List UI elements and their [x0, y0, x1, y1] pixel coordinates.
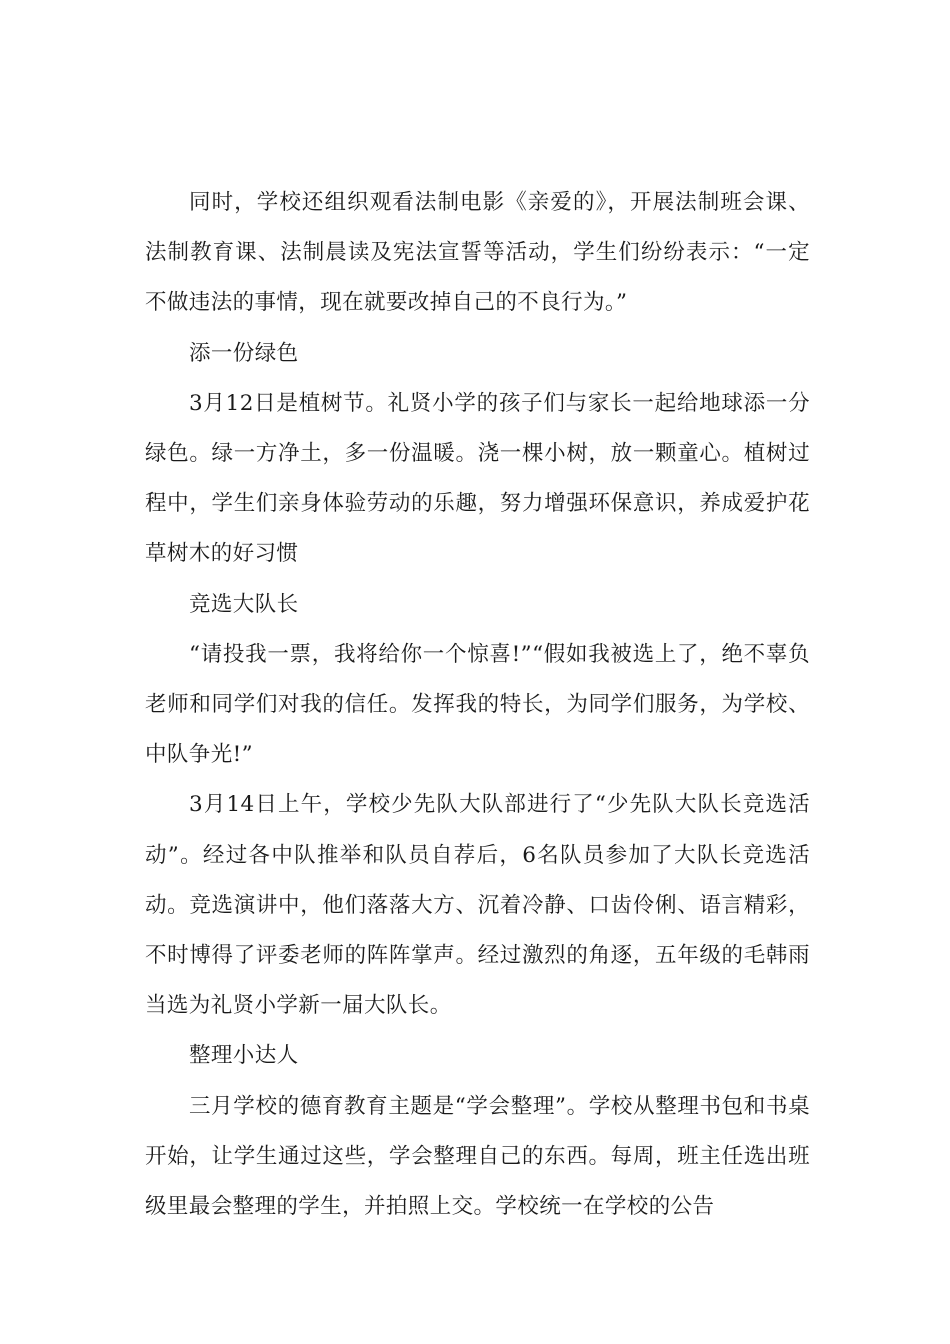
section-heading-green: 添一份绿色 — [189, 340, 299, 366]
paragraph-election-event: 3月14日上午，学校少先队大队部进行了“少先队大队长竞选活动”。经过各中队推举和队员自荐后，6名队员参加了大队长竞选活动。竞选演讲中，他们落落大方、沉着冷静、口齿伶俐、语言精彩，不时博得了评委老师的阵阵掌声。经过激烈的角逐，五年级的毛韩雨当选为礼贤小学新一届大队长。 — [145, 792, 810, 1019]
section-heading-election: 竞选大队长 — [189, 591, 299, 617]
paragraph-arbor-day: 3月12日是植树节。礼贤小学的孩子们与家长一起给地球添一分绿色。绿一方净土，多一份温暖。浇一棵小树，放一颗童心。植树过程中，学生们亲身体验劳动的乐趣，努力增强环保意识，养成爱护花草树木的好习惯 — [145, 390, 810, 567]
document-body — [145, 178, 810, 1232]
paragraph-law-education: 同时，学校还组织观看法制电影《亲爱的》，开展法制班会课、法制教育课、法制晨读及宪法宣誓等活动，学生们纷纷表示：“一定不做违法的事情，现在就要改掉自己的不良行为。” — [145, 190, 810, 316]
section-heading-tidy: 整理小达人 — [189, 1043, 299, 1069]
paragraph-election-quotes: “请投我一票，我将给你一个惊喜!”“假如我被选上了，绝不辜负老师和同学们对我的信任。发挥我的特长，为同学们服务，为学校、中队争光!” — [145, 641, 810, 768]
paragraph-tidy-theme: 三月学校的德育教育主题是“学会整理”。学校从整理书包和书桌开始，让学生通过这些，学会整理自己的东西。每周，班主任选出班级里最会整理的学生，并拍照上交。学校统一在学校的公告 — [145, 1093, 810, 1220]
